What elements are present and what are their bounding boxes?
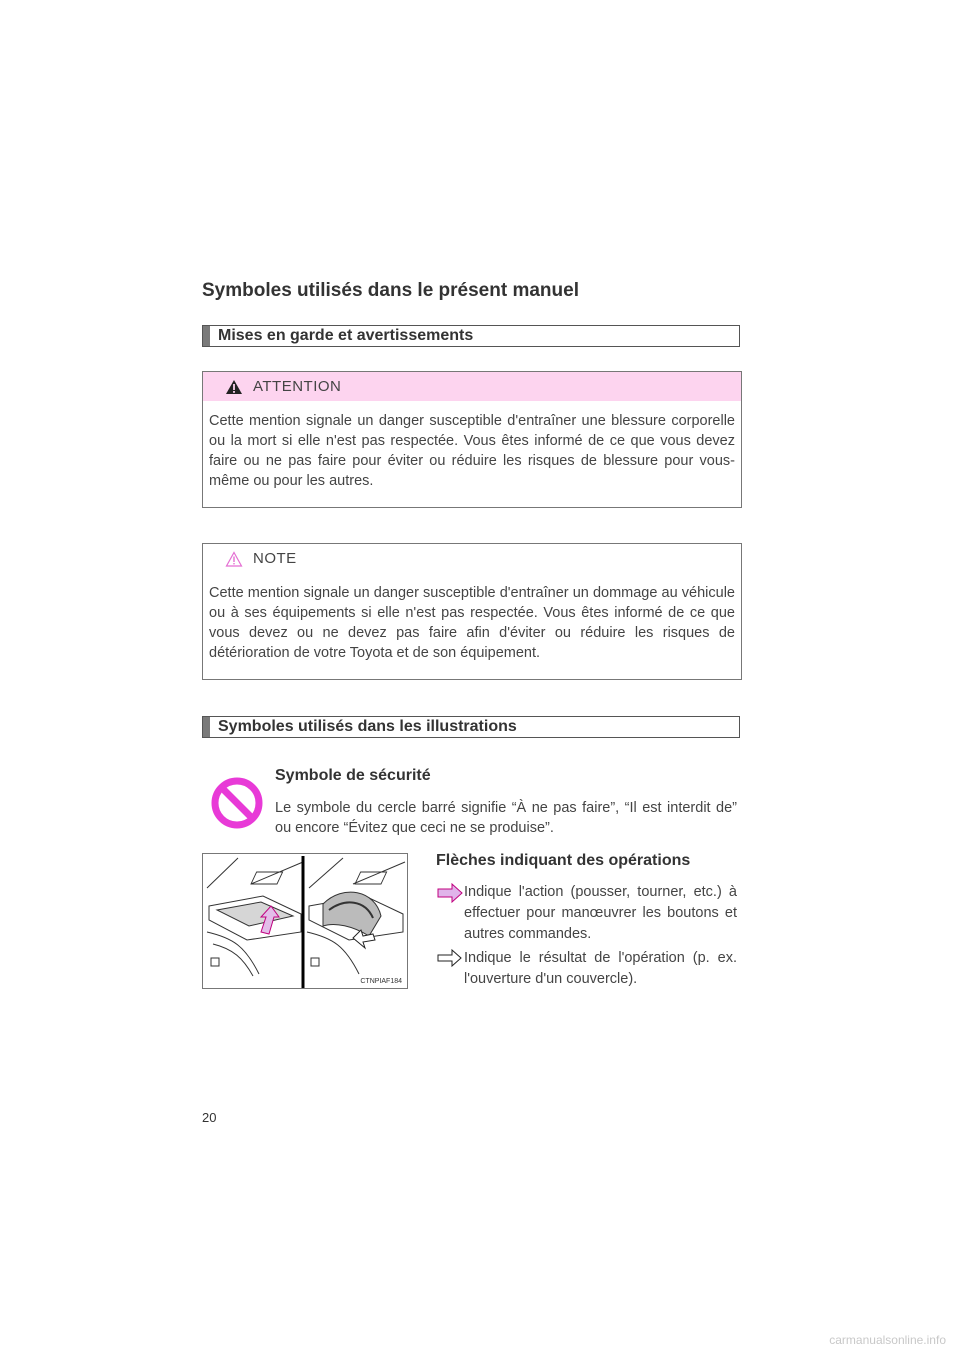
safety-symbol-title: Symbole de sécurité [275, 767, 431, 784]
page-title: Symboles utilisés dans le présent manuel [202, 280, 579, 301]
warning-triangle-icon [225, 379, 243, 395]
result-arrow-outline-icon [437, 948, 463, 968]
watermark: carmanualsonline.info [829, 1333, 946, 1347]
action-arrow-icon [437, 883, 463, 903]
section-warnings [202, 325, 740, 347]
attention-label: ATTENTION [253, 378, 342, 395]
attention-text: Cette mention signale un danger susceptible d'entraîner une blessure corporelle ou la mort si elle n'est pas respectée. Vous êtes informé de ce que vous devez faire ou ne pas faire pour éviter ou réduire les risques de blessure pour vous-même ou pour les autres. [209, 413, 735, 489]
section-marker [203, 326, 210, 346]
note-text: Cette mention signale un danger susceptible d'entraîner un dommage au véhicule ou à ses équipements si elle n'est pas respectée. Vous êtes informé de ce que vous devez ou ne devez pas faire afin d'éviter ou réduire les risques de détérioration de votre Toyota et de son équipement. [209, 585, 735, 661]
note-box [202, 543, 742, 680]
figure-code: CTNPIAF184 [360, 978, 402, 985]
section-illustrations-title: Symboles utilisés dans les illustrations [218, 718, 517, 735]
result-arrow-text: Indique le résultat de l'opération (p. ex. l'ouverture d'un couvercle). [464, 950, 737, 987]
operation-illustration [202, 853, 408, 989]
attention-box [202, 371, 742, 508]
prohibition-icon [210, 776, 264, 830]
note-header [203, 544, 741, 573]
page-number: 20 [202, 1110, 217, 1125]
note-label: NOTE [253, 550, 297, 567]
attention-header [203, 372, 741, 401]
action-arrow-text: Indique l'action (pousser, tourner, etc.) à effectuer pour manœuvrer les boutons et autres commandes. [464, 884, 737, 942]
section-marker [203, 717, 210, 737]
overhead-console-illustration [203, 854, 408, 989]
section-warnings-title: Mises en garde et avertissements [218, 327, 474, 344]
caution-triangle-icon [225, 551, 243, 567]
section-illustrations [202, 716, 740, 738]
arrows-title: Flèches indiquant des opérations [436, 852, 691, 869]
safety-symbol-text: Le symbole du cercle barré signifie “À ne pas faire”, “Il est interdit de” ou encore “Évitez que ceci ne se produise”. [275, 800, 737, 836]
